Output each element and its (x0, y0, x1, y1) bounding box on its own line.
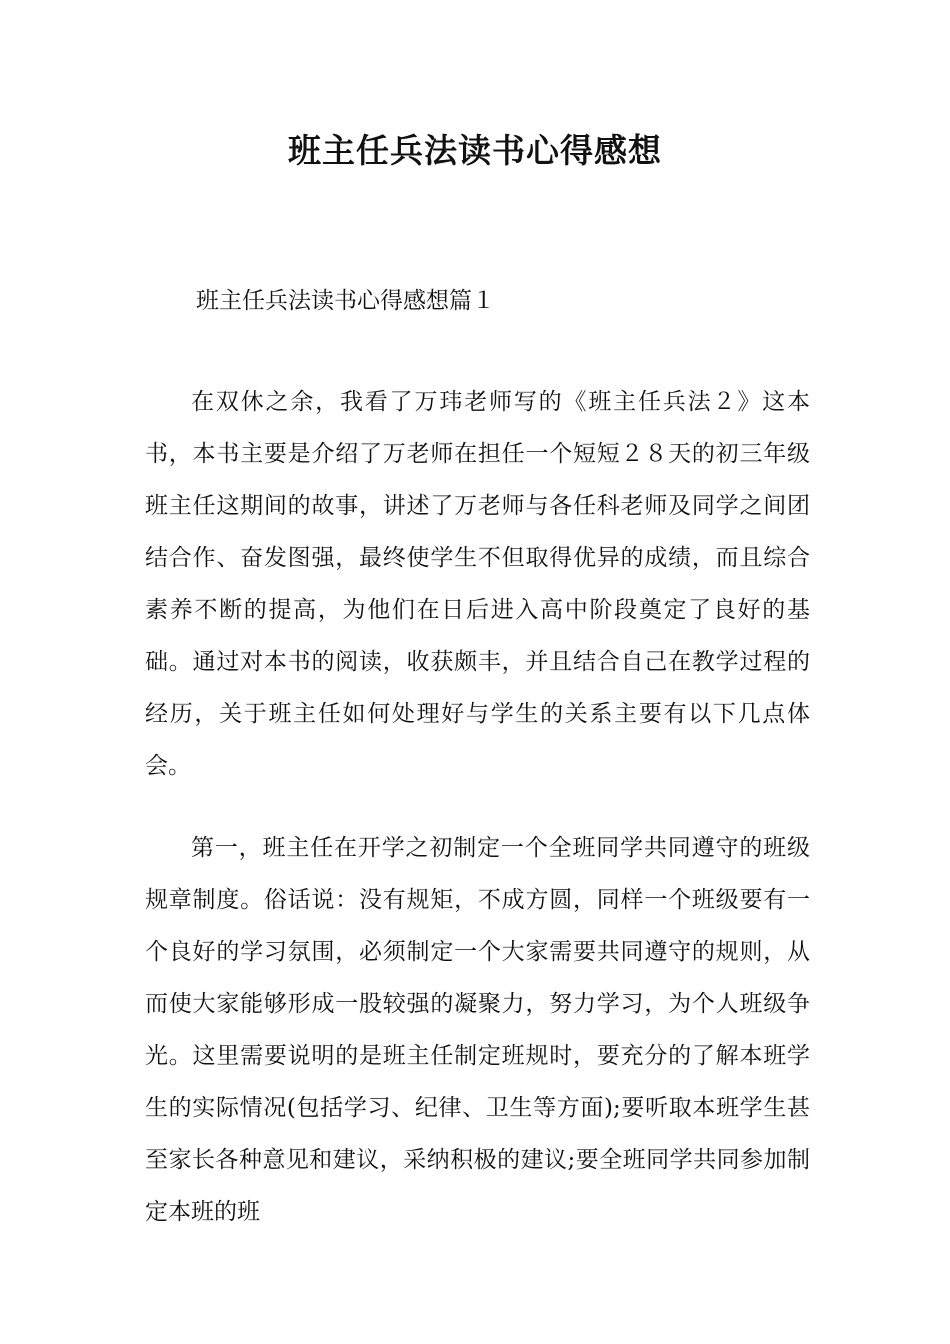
document-title: 班主任兵法读书心得感想 (288, 131, 662, 170)
section-heading: 班主任兵法读书心得感想篇１ (196, 288, 495, 314)
paragraph: 在双休之余，我看了万玮老师写的《班主任兵法２》这本书，本书主要是介绍了万老师在担任一个短短２８天的初三年级班主任这期间的故事，讲述了万老师与各任科老师及同学之间团结合作、奋发图强，最终使学生不但取得优异的成绩，而且综合素养不断的提高，为他们在日后进入高中阶段奠定了良好的基础。通过对本书的阅读，收获颇丰，并且结合自己在教学过程的经历，关于班主任如何处理好与学生的关系主要有以下几点体会。 (145, 389, 810, 779)
paragraph: 第一，班主任在开学之初制定一个全班同学共同遵守的班级规章制度。俗话说：没有规矩，不成方圆，同样一个班级要有一个良好的学习氛围，必须制定一个大家需要共同遵守的规则，从而使大家能够形成一股较强的凝聚力，努力学习，为个人班级争光。这里需要说明的是班主任制定班规时，要充分的了解本班学生的实际情况(包括学习、纪律、卫生等方面);要听取本班学生甚至家长各种意见和建议，采纳积极的建议;要全班同学共同参加制定本班的班 (145, 835, 810, 1225)
